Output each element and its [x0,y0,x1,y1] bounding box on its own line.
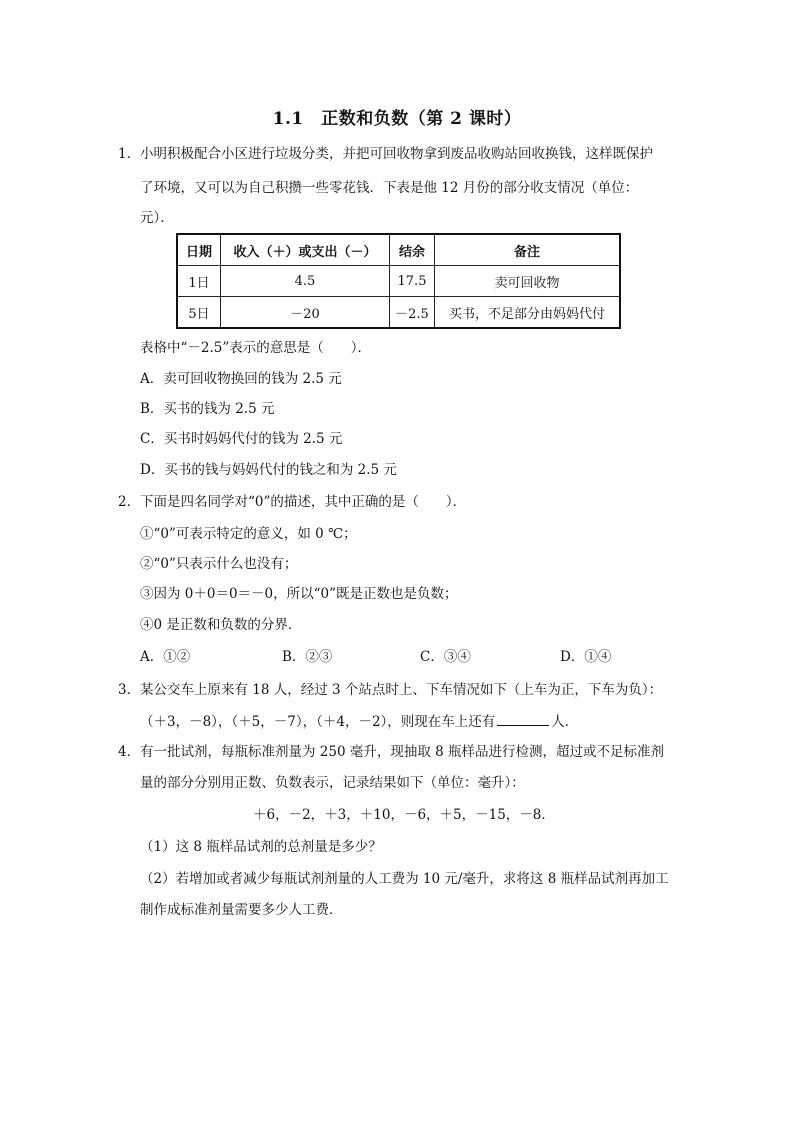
q2-option-b: B．②③ [282,649,333,665]
q4-subquestion-1: （1）这 8 瓶样品试剂的总剂量是多少？ [140,839,382,855]
q1-stem-line: 元）． [140,210,174,226]
table-header-cell: 收入（＋）或支出（－） [221,234,390,266]
q3-stem-line: 某公交车上原来有 18 人，经过 3 个站点时上、下车情况如下（上车为正，下车为负）： [140,682,663,698]
income-expense-table [176,233,621,329]
table-cell: 1日 [177,266,221,297]
table-cell: 17.5 [390,266,435,297]
q2-option-c: C．③④ [420,649,471,665]
table-cell: －2.5 [390,297,435,329]
q1-question: 表格中“－2.5”表示的意思是（ ）． [140,340,372,356]
q3-text-before-blank: （＋3，－8），（＋5，－7），（＋4，－2），则现在车上还有 [140,714,496,730]
table-row [177,297,620,329]
q1-stem-line: 小明积极配合小区进行垃圾分类，并把可回收物拿到废品收购站回收换钱，这样既保护 [140,146,653,162]
q4-stem-line: 有一批试剂，每瓶标准剂量为 250 毫升，现抽取 8 瓶样品进行检测，超过或不足标准剂 [140,744,665,760]
q4-subquestion-2: 制作成标准剂量需要多少人工费． [140,902,343,918]
q2-stem: 下面是四名同学对“0”的描述，其中正确的是（ ）． [140,494,467,510]
table-cell: 买书，不足部分由妈妈代付 [435,297,621,329]
q4-subquestion-2: （2）若增加或者减少每瓶试剂剂量的人工费为 10 元/毫升，求将这 8 瓶样品试剂再加工 [140,871,669,887]
table-cell: 卖可回收物 [435,266,621,297]
table-header-row [177,234,620,266]
q1-option-c: C．买书时妈妈代付的钱为 2.5 元 [140,431,343,447]
q3-text-after-blank: 人． [551,714,579,730]
q1-option-a: A．卖可回收物换回的钱为 2.5 元 [140,371,342,387]
q2-statement: ②“0”只表示什么也没有； [140,556,298,572]
q2-option-a: A．①② [140,649,191,665]
q1-option-b: B．买书的钱为 2.5 元 [140,401,275,417]
q2-option-d: D．①④ [560,649,612,665]
q2-statement: ①“0”可表示特定的意义，如 0 ℃； [140,526,357,542]
table-cell: 4.5 [221,266,390,297]
table-row [177,266,620,297]
q4-data-line: ＋6，－2，＋3，＋10，－6，＋5，－15，－8． [253,807,555,823]
table-header-cell: 日期 [177,234,221,266]
q3-number: 3． [118,682,141,698]
q2-number: 2． [118,494,141,510]
table-cell: －20 [221,297,390,329]
q2-statement: ④0 是正数和负数的分界． [140,617,302,633]
q2-statement: ③因为 0＋0＝0＝－0，所以“0”既是正数也是负数； [140,586,458,602]
q4-number: 4． [118,744,141,760]
q1-number: 1． [118,146,141,162]
answer-blank[interactable] [497,711,549,726]
q1-stem-line: 了环境，又可以为自己积攒一些零花钱．下表是他 12 月份的部分收支情况（单位： [140,180,639,196]
q3-stem-line [140,711,578,732]
page-title: 1.1 正数和负数（第 2 课时） [272,109,522,129]
table-header-cell: 备注 [435,234,621,266]
table-cell: 5日 [177,297,221,329]
q4-stem-line: 量的部分分别用正数、负数表示，记录结果如下（单位：毫升）： [140,775,525,791]
q1-option-d: D．买书的钱与妈妈代付的钱之和为 2.5 元 [140,462,397,478]
table-header-cell: 结余 [390,234,435,266]
